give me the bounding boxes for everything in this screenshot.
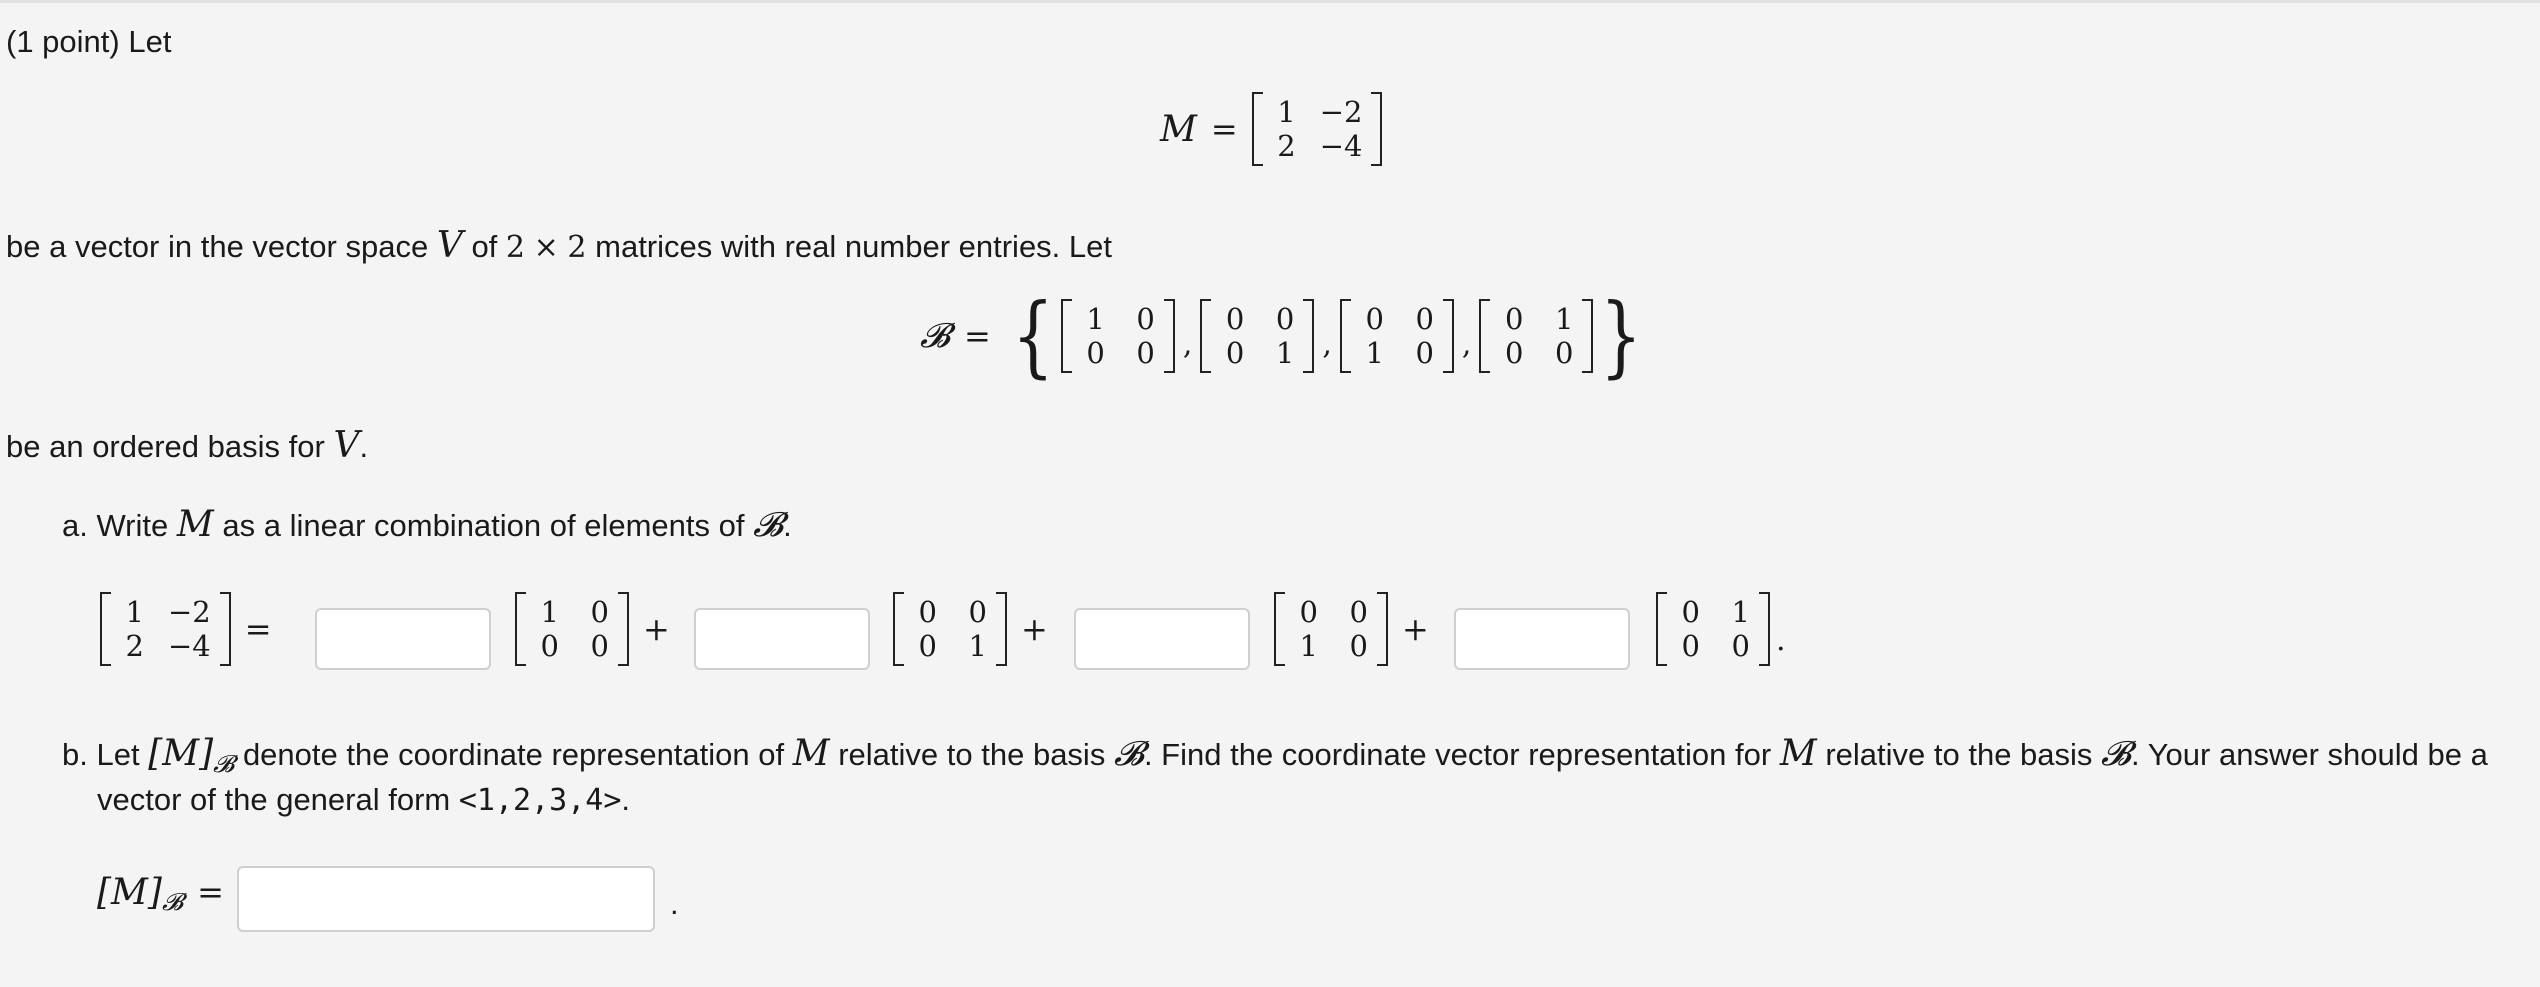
part-b-question-line2: [97, 780, 630, 821]
text-segment: be a vector in the vector space: [6, 229, 429, 264]
B-symbol: 𝓑: [920, 316, 950, 356]
matrix-entry: −4: [168, 629, 211, 663]
text-segment: .: [783, 508, 792, 543]
text-segment: . Your answer should be a: [2131, 737, 2488, 772]
basis-matrix-1: [1061, 299, 1175, 373]
M-symbol: M: [176, 504, 214, 545]
text-segment: .: [621, 782, 631, 817]
plus-sign: +: [643, 610, 670, 648]
coefficient-input-4[interactable]: [1454, 608, 1630, 670]
matrix-entry: 0: [1505, 302, 1524, 336]
equals-sign: =: [964, 317, 991, 355]
B-subscript: 𝓑: [161, 888, 184, 916]
intro-text: (1 point) Let: [6, 24, 172, 59]
matrix-entry: 0: [918, 595, 937, 629]
matrix-entry: 1: [1275, 336, 1295, 370]
matrix-entry: 0: [540, 629, 559, 663]
basis-matrix-2: [893, 592, 1007, 666]
example-vector: <1,2,3,4>: [458, 783, 622, 818]
close-brace: }: [1600, 284, 1643, 387]
matrix-entry: 2: [1277, 129, 1296, 163]
term-2: [893, 592, 1062, 666]
basis-matrix-3: [1340, 299, 1454, 373]
comma: ,: [1182, 327, 1193, 362]
M-symbol: M: [1779, 733, 1817, 774]
matrix-entry: 0: [1136, 336, 1155, 370]
matrix-entry: 0: [918, 629, 937, 663]
matrix-M: [1252, 92, 1383, 166]
text-segment: of: [471, 229, 498, 264]
matrix-entry: 1: [1731, 595, 1750, 629]
linear-combination-equation: [100, 592, 286, 666]
part-b-question-line1: [62, 734, 2488, 784]
comma: ,: [1461, 327, 1472, 362]
term-3: [1274, 592, 1443, 666]
matrix-entry: 1: [1299, 629, 1318, 663]
text-segment: matrices with real number entries. Let: [595, 229, 1112, 264]
matrix-entry: 0: [1349, 629, 1368, 663]
top-border: [0, 0, 2540, 3]
coordinate-vector-input[interactable]: [237, 866, 655, 932]
M-symbol: M: [1160, 108, 1197, 150]
coefficient-input-3[interactable]: [1074, 608, 1250, 670]
basis-matrix-4: [1479, 299, 1593, 373]
M-coordinate-symbol: [M]: [148, 733, 214, 774]
comma: ,: [1322, 327, 1332, 362]
matrix-entry: 0: [1681, 629, 1700, 663]
matrix-entry: 0: [1731, 629, 1750, 663]
part-a-question: [62, 505, 792, 546]
matrix-entry: −2: [1319, 95, 1363, 129]
basis-matrix-1: [515, 592, 629, 666]
plus-sign: +: [1402, 610, 1429, 648]
coefficient-input-2[interactable]: [694, 608, 870, 670]
basis-matrix-3: [1274, 592, 1388, 666]
equals-sign: =: [197, 873, 224, 911]
equals-sign: =: [244, 610, 272, 648]
matrix-entry: 0: [1505, 336, 1524, 370]
basis-B-definition: [920, 284, 1649, 387]
M-coordinate-symbol: [M]: [97, 871, 162, 913]
text-segment: denote the coordinate representation of: [242, 737, 785, 772]
coefficient-input-1[interactable]: [315, 608, 491, 670]
matrix-entry: 1: [968, 629, 987, 663]
ordered-basis-text: [6, 426, 368, 467]
times-symbol: ×: [533, 230, 559, 265]
period: .: [1776, 623, 1786, 658]
V-symbol: V: [333, 425, 360, 466]
dimension-number: 2: [505, 230, 526, 265]
text-segment: vector of the general form: [97, 782, 451, 817]
equals-sign: =: [1210, 110, 1238, 148]
B-symbol: 𝓑: [1113, 734, 1144, 774]
matrix-entry: 1: [1086, 302, 1105, 336]
plus-sign: +: [1021, 610, 1048, 648]
answer-label: [97, 868, 238, 916]
text-segment: relative to the basis: [1825, 737, 2093, 772]
matrix-entry: 0: [1415, 336, 1434, 370]
text-segment: .: [359, 429, 369, 464]
term-4: [1656, 592, 1786, 666]
dimension-number: 2: [567, 230, 587, 265]
open-brace: {: [1011, 284, 1054, 387]
matrix-entry: 0: [1086, 336, 1105, 370]
matrix-entry: −2: [168, 595, 211, 629]
vector-space-text: [6, 226, 1112, 268]
text-segment: as a linear combination of elements of: [222, 508, 745, 543]
matrix-entry: 0: [590, 595, 609, 629]
matrix-entry: 1: [540, 595, 559, 629]
matrix-entry: 0: [1415, 302, 1434, 336]
matrix-entry: 0: [1365, 302, 1384, 336]
basis-matrix-2: [1200, 299, 1314, 373]
matrix-entry: 0: [1299, 595, 1318, 629]
matrix-entry: 0: [1555, 336, 1574, 370]
B-symbol: 𝓑: [2101, 734, 2132, 774]
matrix-entry: 2: [125, 629, 144, 663]
matrix-entry: 0: [1275, 302, 1295, 336]
matrix-entry: 0: [1225, 336, 1245, 370]
matrix-entry: 0: [1349, 595, 1368, 629]
matrix-entry: 1: [1277, 95, 1296, 129]
matrix-entry: 0: [1136, 302, 1155, 336]
matrix-entry: 1: [125, 595, 144, 629]
matrix-entry: 0: [1681, 595, 1700, 629]
matrix-entry: 1: [1555, 302, 1574, 336]
text-segment: b. Let: [62, 737, 140, 772]
term-1: [515, 592, 684, 666]
text-segment: relative to the basis: [838, 737, 1106, 772]
matrix-entry: 0: [968, 595, 987, 629]
matrix-M-definition: [1160, 92, 1382, 166]
B-symbol: 𝓑: [753, 505, 784, 545]
answer-period: .: [670, 886, 679, 921]
M-symbol: M: [792, 733, 830, 774]
V-symbol: V: [436, 225, 463, 266]
text-segment: a. Write: [62, 508, 169, 543]
matrix-entry: 0: [1225, 302, 1245, 336]
basis-matrix-4: [1656, 592, 1770, 666]
matrix-entry: 1: [1365, 336, 1384, 370]
matrix-entry: 0: [590, 629, 609, 663]
matrix-entry: −4: [1319, 129, 1363, 163]
text-segment: be an ordered basis for: [6, 429, 325, 464]
text-segment: . Find the coordinate vector representation for: [1143, 737, 1772, 772]
B-subscript: 𝓑: [213, 750, 235, 779]
matrix-M-lhs: [100, 592, 231, 666]
